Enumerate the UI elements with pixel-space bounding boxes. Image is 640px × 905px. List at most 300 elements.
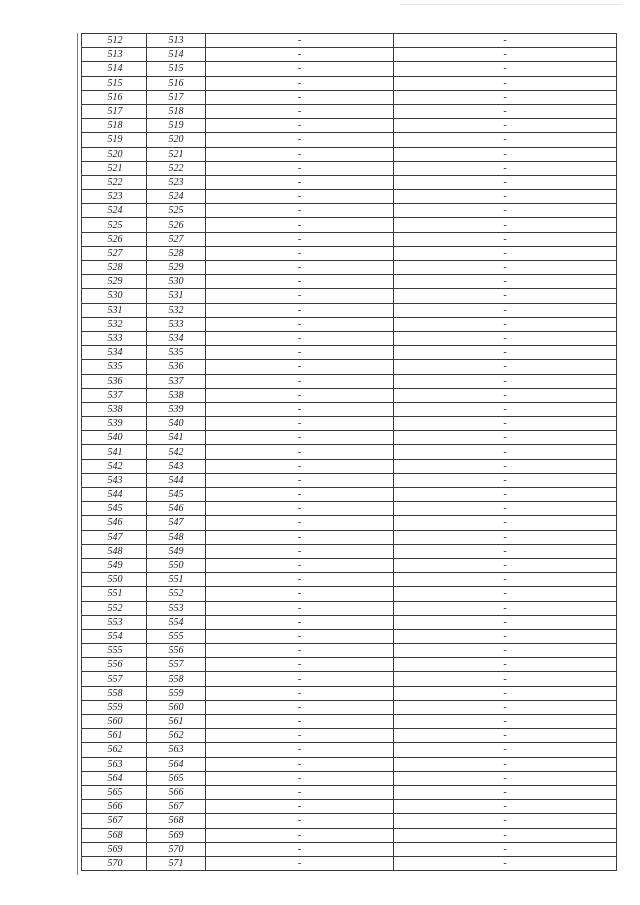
row-note-cell: -	[394, 62, 617, 76]
row-to-cell: 528	[147, 246, 206, 260]
row-note-cell: -	[394, 48, 617, 62]
row-from-cell: 515	[82, 76, 147, 90]
table-row	[82, 62, 617, 76]
row-value-cell: -	[206, 629, 394, 643]
scan-artifact-line	[400, 4, 622, 5]
row-value-cell: -	[206, 175, 394, 189]
table-row	[82, 346, 617, 360]
table-row	[82, 261, 617, 275]
table-row	[82, 629, 617, 643]
row-from-cell: 558	[82, 686, 147, 700]
row-from-cell: 526	[82, 232, 147, 246]
row-from-cell: 570	[82, 856, 147, 870]
row-from-cell: 553	[82, 615, 147, 629]
row-value-cell: -	[206, 48, 394, 62]
row-to-cell: 535	[147, 346, 206, 360]
row-to-cell: 547	[147, 516, 206, 530]
row-from-cell: 519	[82, 133, 147, 147]
row-note-cell: -	[394, 289, 617, 303]
row-value-cell: -	[206, 204, 394, 218]
row-note-cell: -	[394, 402, 617, 416]
row-from-cell: 524	[82, 204, 147, 218]
table-row	[82, 573, 617, 587]
row-from-cell: 567	[82, 814, 147, 828]
table-row	[82, 289, 617, 303]
row-note-cell: -	[394, 417, 617, 431]
row-to-cell: 523	[147, 175, 206, 189]
row-note-cell: -	[394, 232, 617, 246]
row-value-cell: -	[206, 388, 394, 402]
row-from-cell: 525	[82, 218, 147, 232]
row-from-cell: 517	[82, 104, 147, 118]
row-note-cell: -	[394, 771, 617, 785]
row-to-cell: 550	[147, 558, 206, 572]
table-row	[82, 658, 617, 672]
table-row	[82, 587, 617, 601]
row-note-cell: -	[394, 544, 617, 558]
row-to-cell: 516	[147, 76, 206, 90]
row-from-cell: 544	[82, 488, 147, 502]
table-row	[82, 828, 617, 842]
table-row	[82, 374, 617, 388]
row-from-cell: 564	[82, 771, 147, 785]
row-note-cell: -	[394, 785, 617, 799]
row-from-cell: 522	[82, 175, 147, 189]
row-note-cell: -	[394, 346, 617, 360]
row-note-cell: -	[394, 360, 617, 374]
row-note-cell: -	[394, 303, 617, 317]
table-row	[82, 360, 617, 374]
row-note-cell: -	[394, 374, 617, 388]
table-row	[82, 771, 617, 785]
table-row	[82, 785, 617, 799]
row-from-cell: 556	[82, 658, 147, 672]
row-from-cell: 566	[82, 800, 147, 814]
row-note-cell: -	[394, 502, 617, 516]
table-row	[82, 558, 617, 572]
row-from-cell: 545	[82, 502, 147, 516]
table-row	[82, 615, 617, 629]
row-to-cell: 557	[147, 658, 206, 672]
row-note-cell: -	[394, 644, 617, 658]
row-value-cell: -	[206, 331, 394, 345]
row-note-cell: -	[394, 558, 617, 572]
row-from-cell: 550	[82, 573, 147, 587]
row-note-cell: -	[394, 331, 617, 345]
row-note-cell: -	[394, 743, 617, 757]
row-to-cell: 555	[147, 629, 206, 643]
row-to-cell: 565	[147, 771, 206, 785]
row-from-cell: 535	[82, 360, 147, 374]
row-from-cell: 527	[82, 246, 147, 260]
row-from-cell: 560	[82, 715, 147, 729]
table-row	[82, 133, 617, 147]
table-row	[82, 331, 617, 345]
table-row	[82, 729, 617, 743]
row-to-cell: 562	[147, 729, 206, 743]
row-value-cell: -	[206, 346, 394, 360]
row-to-cell: 544	[147, 473, 206, 487]
row-to-cell: 525	[147, 204, 206, 218]
row-note-cell: -	[394, 204, 617, 218]
row-value-cell: -	[206, 133, 394, 147]
row-value-cell: -	[206, 771, 394, 785]
row-to-cell: 533	[147, 317, 206, 331]
row-from-cell: 554	[82, 629, 147, 643]
row-note-cell: -	[394, 147, 617, 161]
table-row	[82, 516, 617, 530]
row-to-cell: 531	[147, 289, 206, 303]
row-value-cell: -	[206, 615, 394, 629]
row-to-cell: 517	[147, 90, 206, 104]
row-to-cell: 521	[147, 147, 206, 161]
table-row	[82, 544, 617, 558]
row-value-cell: -	[206, 76, 394, 90]
row-value-cell: -	[206, 573, 394, 587]
row-value-cell: -	[206, 530, 394, 544]
row-to-cell: 522	[147, 161, 206, 175]
table-row	[82, 204, 617, 218]
row-to-cell: 529	[147, 261, 206, 275]
row-note-cell: -	[394, 104, 617, 118]
row-note-cell: -	[394, 842, 617, 856]
page-margin-rule	[77, 33, 78, 875]
row-value-cell: -	[206, 672, 394, 686]
table-row	[82, 459, 617, 473]
row-from-cell: 557	[82, 672, 147, 686]
table-row	[82, 119, 617, 133]
row-from-cell: 551	[82, 587, 147, 601]
row-from-cell: 543	[82, 473, 147, 487]
row-note-cell: -	[394, 161, 617, 175]
table-row	[82, 856, 617, 870]
row-to-cell: 561	[147, 715, 206, 729]
row-from-cell: 516	[82, 90, 147, 104]
table-row	[82, 147, 617, 161]
row-note-cell: -	[394, 658, 617, 672]
row-to-cell: 558	[147, 672, 206, 686]
row-to-cell: 553	[147, 601, 206, 615]
table-row	[82, 175, 617, 189]
row-note-cell: -	[394, 587, 617, 601]
row-to-cell: 546	[147, 502, 206, 516]
row-from-cell: 513	[82, 48, 147, 62]
row-to-cell: 559	[147, 686, 206, 700]
row-from-cell: 546	[82, 516, 147, 530]
row-note-cell: -	[394, 459, 617, 473]
row-value-cell: -	[206, 785, 394, 799]
row-to-cell: 527	[147, 232, 206, 246]
row-note-cell: -	[394, 488, 617, 502]
row-value-cell: -	[206, 275, 394, 289]
row-note-cell: -	[394, 573, 617, 587]
row-to-cell: 549	[147, 544, 206, 558]
row-note-cell: -	[394, 445, 617, 459]
row-to-cell: 551	[147, 573, 206, 587]
row-value-cell: -	[206, 842, 394, 856]
row-to-cell: 571	[147, 856, 206, 870]
table-row	[82, 672, 617, 686]
row-note-cell: -	[394, 530, 617, 544]
table-row	[82, 686, 617, 700]
row-note-cell: -	[394, 388, 617, 402]
row-from-cell: 568	[82, 828, 147, 842]
row-to-cell: 518	[147, 104, 206, 118]
table-row	[82, 246, 617, 260]
row-value-cell: -	[206, 800, 394, 814]
row-note-cell: -	[394, 814, 617, 828]
data-table	[81, 33, 617, 871]
row-from-cell: 565	[82, 785, 147, 799]
row-from-cell: 548	[82, 544, 147, 558]
table-row	[82, 218, 617, 232]
row-to-cell: 566	[147, 785, 206, 799]
row-value-cell: -	[206, 417, 394, 431]
row-from-cell: 549	[82, 558, 147, 572]
row-from-cell: 562	[82, 743, 147, 757]
row-from-cell: 539	[82, 417, 147, 431]
row-note-cell: -	[394, 34, 617, 48]
table-row	[82, 800, 617, 814]
row-note-cell: -	[394, 828, 617, 842]
row-value-cell: -	[206, 828, 394, 842]
table-row	[82, 303, 617, 317]
row-value-cell: -	[206, 757, 394, 771]
row-value-cell: -	[206, 502, 394, 516]
row-value-cell: -	[206, 856, 394, 870]
row-value-cell: -	[206, 644, 394, 658]
row-to-cell: 524	[147, 190, 206, 204]
row-value-cell: -	[206, 459, 394, 473]
row-value-cell: -	[206, 303, 394, 317]
document-table-container	[81, 33, 616, 875]
row-note-cell: -	[394, 119, 617, 133]
row-from-cell: 514	[82, 62, 147, 76]
table-row	[82, 601, 617, 615]
table-row	[82, 190, 617, 204]
table-row	[82, 445, 617, 459]
row-value-cell: -	[206, 700, 394, 714]
table-row	[82, 743, 617, 757]
row-from-cell: 533	[82, 331, 147, 345]
table-row	[82, 34, 617, 48]
row-note-cell: -	[394, 615, 617, 629]
table-row	[82, 715, 617, 729]
row-to-cell: 560	[147, 700, 206, 714]
table-row	[82, 417, 617, 431]
row-to-cell: 541	[147, 431, 206, 445]
row-to-cell: 513	[147, 34, 206, 48]
table-row	[82, 317, 617, 331]
table-row	[82, 757, 617, 771]
row-from-cell: 537	[82, 388, 147, 402]
row-from-cell: 547	[82, 530, 147, 544]
row-to-cell: 542	[147, 445, 206, 459]
row-from-cell: 538	[82, 402, 147, 416]
row-from-cell: 532	[82, 317, 147, 331]
row-note-cell: -	[394, 516, 617, 530]
row-value-cell: -	[206, 558, 394, 572]
row-value-cell: -	[206, 488, 394, 502]
row-to-cell: 564	[147, 757, 206, 771]
row-to-cell: 519	[147, 119, 206, 133]
row-value-cell: -	[206, 62, 394, 76]
row-value-cell: -	[206, 232, 394, 246]
table-row	[82, 90, 617, 104]
row-value-cell: -	[206, 161, 394, 175]
row-to-cell: 569	[147, 828, 206, 842]
row-to-cell: 554	[147, 615, 206, 629]
row-note-cell: -	[394, 317, 617, 331]
row-to-cell: 552	[147, 587, 206, 601]
table-row	[82, 473, 617, 487]
row-to-cell: 563	[147, 743, 206, 757]
row-value-cell: -	[206, 729, 394, 743]
row-value-cell: -	[206, 147, 394, 161]
row-note-cell: -	[394, 601, 617, 615]
row-value-cell: -	[206, 360, 394, 374]
row-value-cell: -	[206, 686, 394, 700]
table-row	[82, 388, 617, 402]
row-from-cell: 555	[82, 644, 147, 658]
row-value-cell: -	[206, 544, 394, 558]
row-to-cell: 538	[147, 388, 206, 402]
table-row	[82, 842, 617, 856]
table-row	[82, 700, 617, 714]
table-row	[82, 402, 617, 416]
row-note-cell: -	[394, 686, 617, 700]
row-value-cell: -	[206, 104, 394, 118]
row-to-cell: 545	[147, 488, 206, 502]
row-note-cell: -	[394, 757, 617, 771]
row-value-cell: -	[206, 317, 394, 331]
row-value-cell: -	[206, 473, 394, 487]
row-note-cell: -	[394, 729, 617, 743]
row-to-cell: 548	[147, 530, 206, 544]
row-note-cell: -	[394, 715, 617, 729]
row-from-cell: 536	[82, 374, 147, 388]
row-from-cell: 563	[82, 757, 147, 771]
row-from-cell: 523	[82, 190, 147, 204]
row-from-cell: 552	[82, 601, 147, 615]
row-to-cell: 568	[147, 814, 206, 828]
row-note-cell: -	[394, 473, 617, 487]
row-note-cell: -	[394, 700, 617, 714]
row-to-cell: 532	[147, 303, 206, 317]
row-note-cell: -	[394, 275, 617, 289]
row-from-cell: 518	[82, 119, 147, 133]
row-value-cell: -	[206, 218, 394, 232]
row-from-cell: 520	[82, 147, 147, 161]
row-value-cell: -	[206, 715, 394, 729]
row-to-cell: 520	[147, 133, 206, 147]
row-note-cell: -	[394, 76, 617, 90]
row-to-cell: 540	[147, 417, 206, 431]
row-to-cell: 567	[147, 800, 206, 814]
table-row	[82, 161, 617, 175]
table-row	[82, 644, 617, 658]
row-from-cell: 528	[82, 261, 147, 275]
table-row	[82, 814, 617, 828]
row-note-cell: -	[394, 190, 617, 204]
row-to-cell: 530	[147, 275, 206, 289]
table-row	[82, 502, 617, 516]
row-to-cell: 570	[147, 842, 206, 856]
row-note-cell: -	[394, 856, 617, 870]
row-value-cell: -	[206, 374, 394, 388]
row-note-cell: -	[394, 133, 617, 147]
row-from-cell: 541	[82, 445, 147, 459]
row-to-cell: 515	[147, 62, 206, 76]
row-note-cell: -	[394, 175, 617, 189]
table-row	[82, 232, 617, 246]
table-body	[82, 34, 617, 871]
row-from-cell: 561	[82, 729, 147, 743]
table-row	[82, 104, 617, 118]
row-value-cell: -	[206, 601, 394, 615]
row-note-cell: -	[394, 246, 617, 260]
row-value-cell: -	[206, 90, 394, 104]
row-from-cell: 542	[82, 459, 147, 473]
row-value-cell: -	[206, 34, 394, 48]
table-row	[82, 488, 617, 502]
row-from-cell: 540	[82, 431, 147, 445]
row-value-cell: -	[206, 402, 394, 416]
row-value-cell: -	[206, 190, 394, 204]
row-note-cell: -	[394, 800, 617, 814]
row-value-cell: -	[206, 289, 394, 303]
row-to-cell: 536	[147, 360, 206, 374]
row-to-cell: 543	[147, 459, 206, 473]
row-value-cell: -	[206, 445, 394, 459]
table-row	[82, 76, 617, 90]
table-row	[82, 275, 617, 289]
row-from-cell: 512	[82, 34, 147, 48]
row-value-cell: -	[206, 814, 394, 828]
row-value-cell: -	[206, 246, 394, 260]
row-from-cell: 531	[82, 303, 147, 317]
row-from-cell: 569	[82, 842, 147, 856]
row-value-cell: -	[206, 516, 394, 530]
row-to-cell: 514	[147, 48, 206, 62]
table-row	[82, 48, 617, 62]
row-value-cell: -	[206, 431, 394, 445]
row-from-cell: 521	[82, 161, 147, 175]
row-note-cell: -	[394, 431, 617, 445]
row-value-cell: -	[206, 743, 394, 757]
row-note-cell: -	[394, 261, 617, 275]
table-row	[82, 431, 617, 445]
row-to-cell: 534	[147, 331, 206, 345]
table-row	[82, 530, 617, 544]
row-value-cell: -	[206, 119, 394, 133]
row-to-cell: 526	[147, 218, 206, 232]
row-from-cell: 534	[82, 346, 147, 360]
row-note-cell: -	[394, 90, 617, 104]
row-note-cell: -	[394, 629, 617, 643]
row-to-cell: 556	[147, 644, 206, 658]
row-value-cell: -	[206, 587, 394, 601]
row-value-cell: -	[206, 261, 394, 275]
row-value-cell: -	[206, 658, 394, 672]
row-from-cell: 529	[82, 275, 147, 289]
row-to-cell: 539	[147, 402, 206, 416]
row-note-cell: -	[394, 672, 617, 686]
row-to-cell: 537	[147, 374, 206, 388]
row-note-cell: -	[394, 218, 617, 232]
row-from-cell: 530	[82, 289, 147, 303]
row-from-cell: 559	[82, 700, 147, 714]
